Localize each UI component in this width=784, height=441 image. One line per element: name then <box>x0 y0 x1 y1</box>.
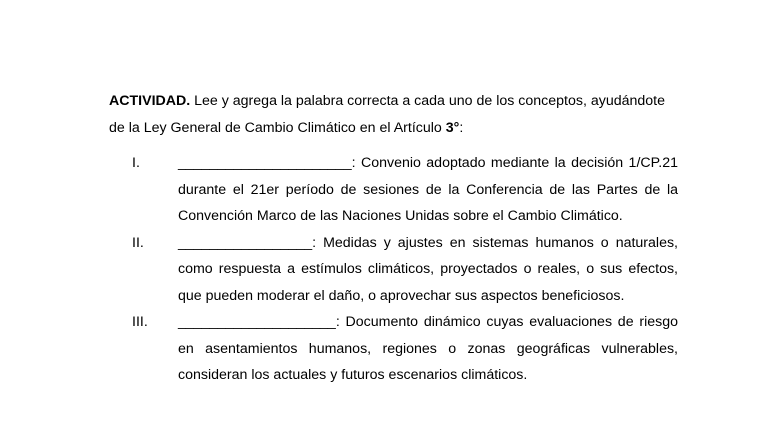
answer-blank: ____________________ <box>178 314 336 330</box>
item-numeral: II. <box>132 234 144 251</box>
item-definition: : Medidas y ajustes en sistemas humanos o naturales, como respuesta a estímulos climáticos, proyectados o reales, o sus efectos, que pueden moderar el daño, o aprovechar sus aspectos beneficiosos. <box>178 234 678 304</box>
instructions-end: : <box>459 119 464 136</box>
item-text <box>178 230 678 310</box>
list-item <box>109 230 689 310</box>
list-item <box>109 309 689 389</box>
activity-label: ACTIVIDAD. <box>109 93 191 109</box>
item-definition: : Documento dinámico cuyas evaluaciones de riesgo en asentamientos humanos, regiones o zonas geográficas vulnerables, consideran los actuales y futuros escenarios climáticos. <box>178 314 678 383</box>
item-text <box>178 309 678 389</box>
instructions-text: Lee y agrega la palabra correcta a cada uno de los conceptos, ayudándote de la Ley General de Cambio Climático en el Artículo <box>109 93 666 136</box>
item-definition: : Convenio adoptado mediante la decisión 1/CP.21 durante el 21er período de sesiones de la Conferencia de las Partes de la Convención Marco de las Naciones Unidas sobre el Cambio Climático. <box>178 155 678 224</box>
concept-list <box>109 150 689 389</box>
article-number: 3° <box>445 119 460 136</box>
answer-blank: _________________ <box>178 234 313 251</box>
answer-blank: ______________________ <box>178 155 352 171</box>
item-numeral: III. <box>132 314 148 330</box>
list-item <box>109 150 689 230</box>
activity-instructions <box>109 88 669 141</box>
item-text <box>178 150 678 230</box>
item-numeral: I. <box>132 155 140 171</box>
